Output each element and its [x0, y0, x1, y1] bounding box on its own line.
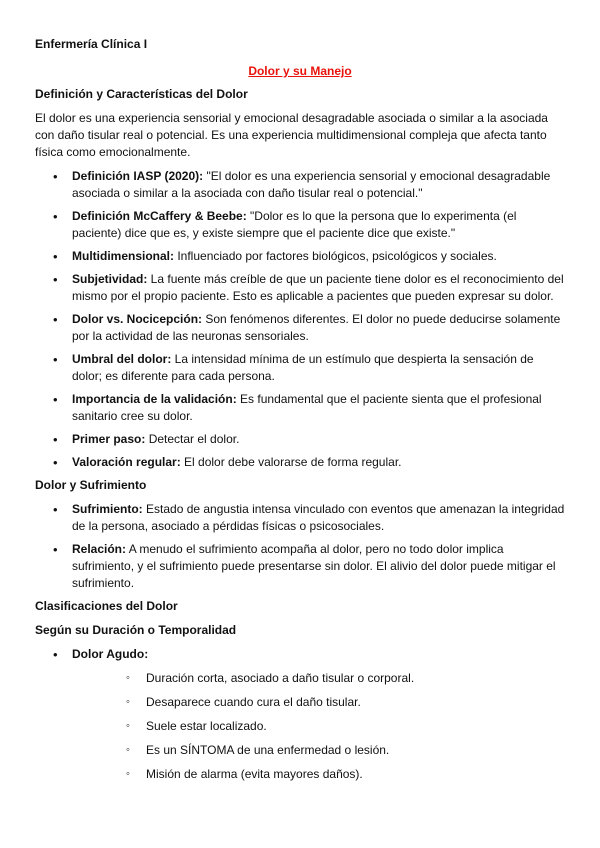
item-term: Primer paso:	[72, 432, 146, 446]
document-title: Dolor y su Manejo	[248, 64, 352, 78]
item-text: Es fundamental que el paciente sienta que el profesional sanitario cree su dolor.	[72, 392, 542, 423]
list-item	[35, 208, 565, 242]
section-heading-sufrimiento: Dolor y Sufrimiento	[35, 478, 147, 492]
item-text: "El dolor es una experiencia sensorial y emocional desagradable asociada o similar a la asociada con daño tisular real o potencial."	[72, 169, 551, 200]
sublist-item: ◦ Suele estar localizado.	[72, 718, 565, 735]
list-item	[35, 248, 565, 265]
item-term: Definición IASP (2020):	[72, 169, 204, 183]
list-item	[35, 351, 565, 385]
item-term: Definición McCaffery & Beebe:	[72, 209, 247, 223]
agudo-sublist	[72, 670, 565, 783]
list-item	[35, 541, 565, 592]
item-text: El dolor debe valorarse de forma regular.	[180, 455, 402, 469]
item-term: Dolor Agudo:	[72, 647, 149, 661]
item-text: Estado de angustia intensa vinculado con eventos que amenazan la integridad de la persona, asociado a pérdidas físicas o psicosociales.	[72, 502, 565, 533]
subheading-duracion: Según su Duración o Temporalidad	[35, 623, 237, 637]
sublist-item: ◦ Misión de alarma (evita mayores daños).	[72, 766, 565, 783]
item-text: La fuente más creíble de que un paciente tiene dolor es el reconocimiento del mismo por el propio paciente. Esto es aplicable a pacientes que pueden expresar su dolor.	[72, 272, 564, 303]
clasificacion-list	[35, 646, 565, 783]
list-item	[35, 646, 565, 783]
item-text: Detectar el dolor.	[145, 432, 240, 446]
sublist-item: ◦ Es un SÍNTOMA de una enfermedad o lesión.	[72, 742, 565, 759]
list-item	[35, 271, 565, 305]
course-header: Enfermería Clínica I	[35, 37, 148, 51]
list-item	[35, 391, 565, 425]
item-term: Umbral del dolor:	[72, 352, 172, 366]
item-text: La intensidad mínima de un estímulo que despierta la sensación de dolor; es diferente para cada persona.	[72, 352, 534, 383]
definition-list	[35, 168, 565, 471]
section-heading-clasificaciones: Clasificaciones del Dolor	[35, 599, 178, 613]
list-item	[35, 454, 565, 471]
item-term: Importancia de la validación:	[72, 392, 237, 406]
list-item	[35, 311, 565, 345]
item-term: Sufrimiento:	[72, 502, 143, 516]
item-term: Multidimensional:	[72, 249, 174, 263]
list-item	[35, 431, 565, 448]
section-heading-definicion: Definición y Características del Dolor	[35, 87, 248, 101]
item-text: Son fenómenos diferentes. El dolor no puede deducirse solamente por la actividad de las neuronas sensoriales.	[72, 312, 561, 343]
sublist-item: ◦ Desaparece cuando cura el daño tisular.	[72, 694, 565, 711]
sufrimiento-list	[35, 501, 565, 592]
intro-paragraph: El dolor es una experiencia sensorial y emocional desagradable asociada o similar a la asociada con daño tisular real o potencial. Es una experiencia multidimensional compleja que afecta tanto física como emocionalmente.	[35, 111, 548, 159]
sublist-item: ◦ Duración corta, asociado a daño tisular o corporal.	[72, 670, 565, 687]
item-term: Relación:	[72, 542, 127, 556]
item-term: Subjetividad:	[72, 272, 148, 286]
item-term: Valoración regular:	[72, 455, 181, 469]
item-text: Influenciado por factores biológicos, psicológicos y sociales.	[174, 249, 497, 263]
document-page	[35, 36, 565, 790]
item-text: A menudo el sufrimiento acompaña al dolor, pero no todo dolor implica sufrimiento, y el sufrimiento puede presentarse sin dolor. El alivio del dolor puede mitigar el sufrimiento.	[72, 542, 556, 590]
list-item	[35, 168, 565, 202]
item-term: Dolor vs. Nocicepción:	[72, 312, 203, 326]
item-text: "Dolor es lo que la persona que lo experimenta (el paciente) dice que es, y existe siempre que el paciente dice que existe."	[72, 209, 517, 240]
list-item	[35, 501, 565, 535]
